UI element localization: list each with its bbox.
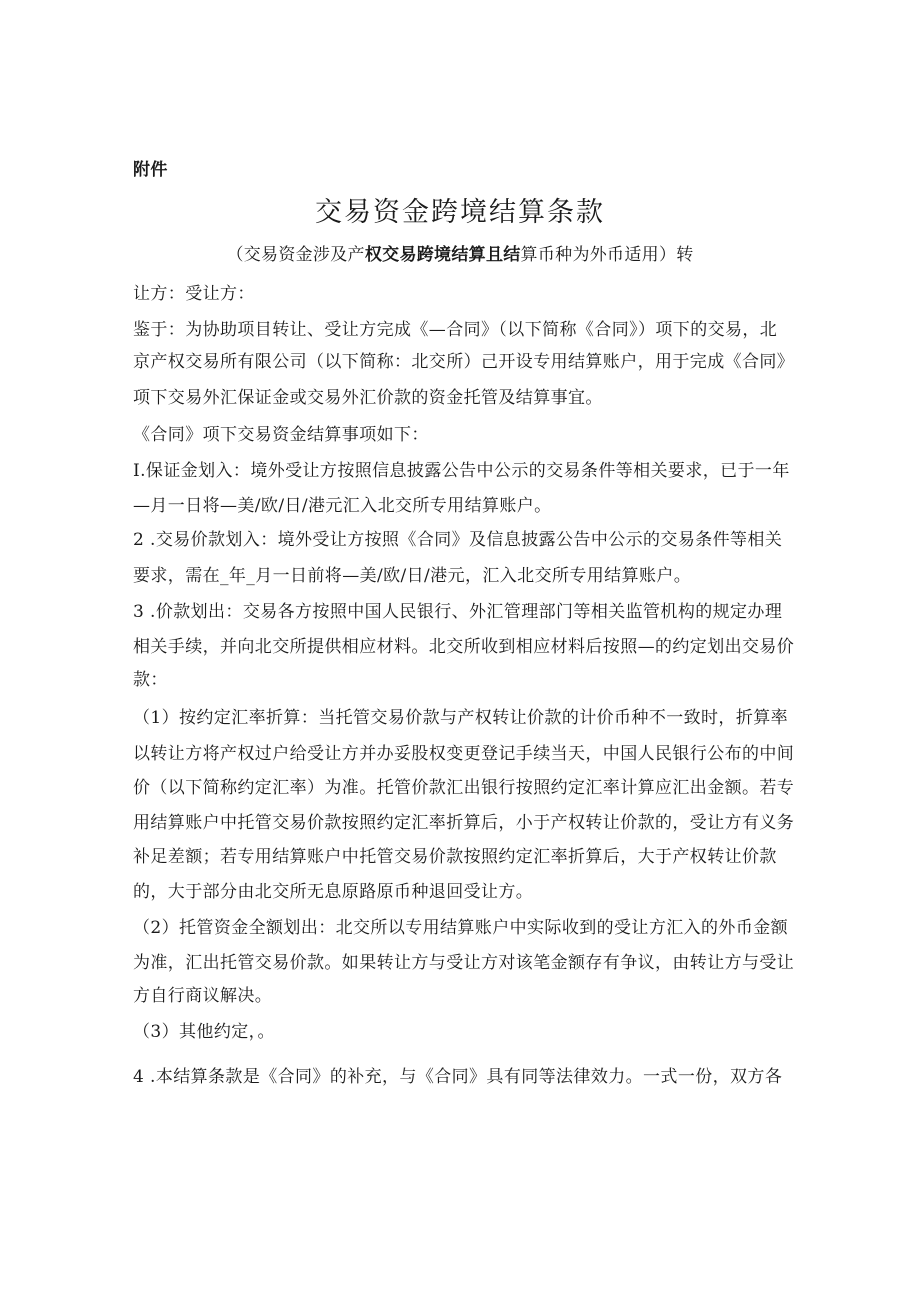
body-line: 的，大于部分由北交所无息原路原币种退回受让方。	[133, 882, 534, 902]
body-line: （2）托管资金全额划出：北交所以专用结算账户中实际收到的受让方汇入的外币金额	[133, 918, 789, 938]
subtitle-part-2: 权交易跨境结算且结	[364, 245, 521, 265]
body-line: 相关手续，并向北交所提供相应材料。北交所收到相应材料后按照—的约定划出交易价	[133, 637, 795, 657]
body-line: 要求，需在_年_月一日前将—美/欧/日/港元，汇入北交所专用结算账户。	[133, 566, 692, 586]
body-line: （1）按约定汇率折算：当托管交易价款与产权转让价款的计价币种不一致时，折算率	[133, 708, 789, 728]
body-line: 京产权交易所有限公司（以下简称：北交所）己开设专用结算账户，用于完成《合同》	[133, 352, 795, 372]
body-line: 2 .交易价款划入：境外受让方按照《合同》及信息披露公告中公示的交易条件等相关	[133, 530, 783, 550]
body-line: 项下交易外汇保证金或交易外汇价款的资金托管及结算事宜。	[133, 388, 603, 408]
body-line: 《合同》项下交易资金结算事项如下：	[133, 425, 429, 445]
body-line: 款：	[133, 670, 168, 690]
document-subtitle	[0, 245, 920, 265]
body-line: —月一日将—美/欧/日/港元汇入北交所专用结算账户。	[133, 496, 552, 516]
body-line: 补足差额；若专用结算账户中托管交易价款按照约定汇率折算后，大于产权转让价款	[133, 847, 777, 867]
body-line: 3 .价款划出：交易各方按照中国人民银行、外汇管理部门等相关监管机构的规定办理	[133, 602, 783, 622]
body-line: 以转让方将产权过户给受让方并办妥股权变更登记手续当天，中国人民银行公布的中间	[133, 744, 795, 764]
body-line: 方自行商议解决。	[133, 986, 273, 1006]
subtitle-part-3: 算币种为外币适用）转	[520, 245, 694, 265]
attachment-label: 附件	[133, 160, 168, 180]
body-line: I.保证金划入：境外受让方按照信息披露公告中公示的交易条件等相关要求，已于一年	[133, 461, 790, 481]
body-line: 价（以下简称约定汇率）为准。托管价款汇出银行按照约定汇率计算应汇出金额。若专	[133, 778, 795, 798]
body-line: 用结算账户中托管交易价款按照约定汇率折算后，小于产权转让价款的，受让方有义务	[133, 813, 795, 833]
subtitle-part-1: （交易资金涉及产	[226, 245, 365, 265]
body-line: 让方：受让方：	[133, 284, 255, 304]
body-line: （3）其他约定，。	[133, 1022, 275, 1042]
body-line: 为准，汇出托管交易价款。如果转让方与受让方对该笔金额存有争议，由转让方与受让	[133, 953, 795, 973]
body-line: 鉴于：为协助项目转让、受让方完成《—合同》（以下简称《合同》）项下的交易，北	[133, 320, 778, 340]
document-title: 交易资金跨境结算条款	[315, 197, 605, 228]
body-line: 4 .本结算条款是《合同》的补充，与《合同》具有同等法律效力。一式一份，双方各	[133, 1067, 783, 1087]
